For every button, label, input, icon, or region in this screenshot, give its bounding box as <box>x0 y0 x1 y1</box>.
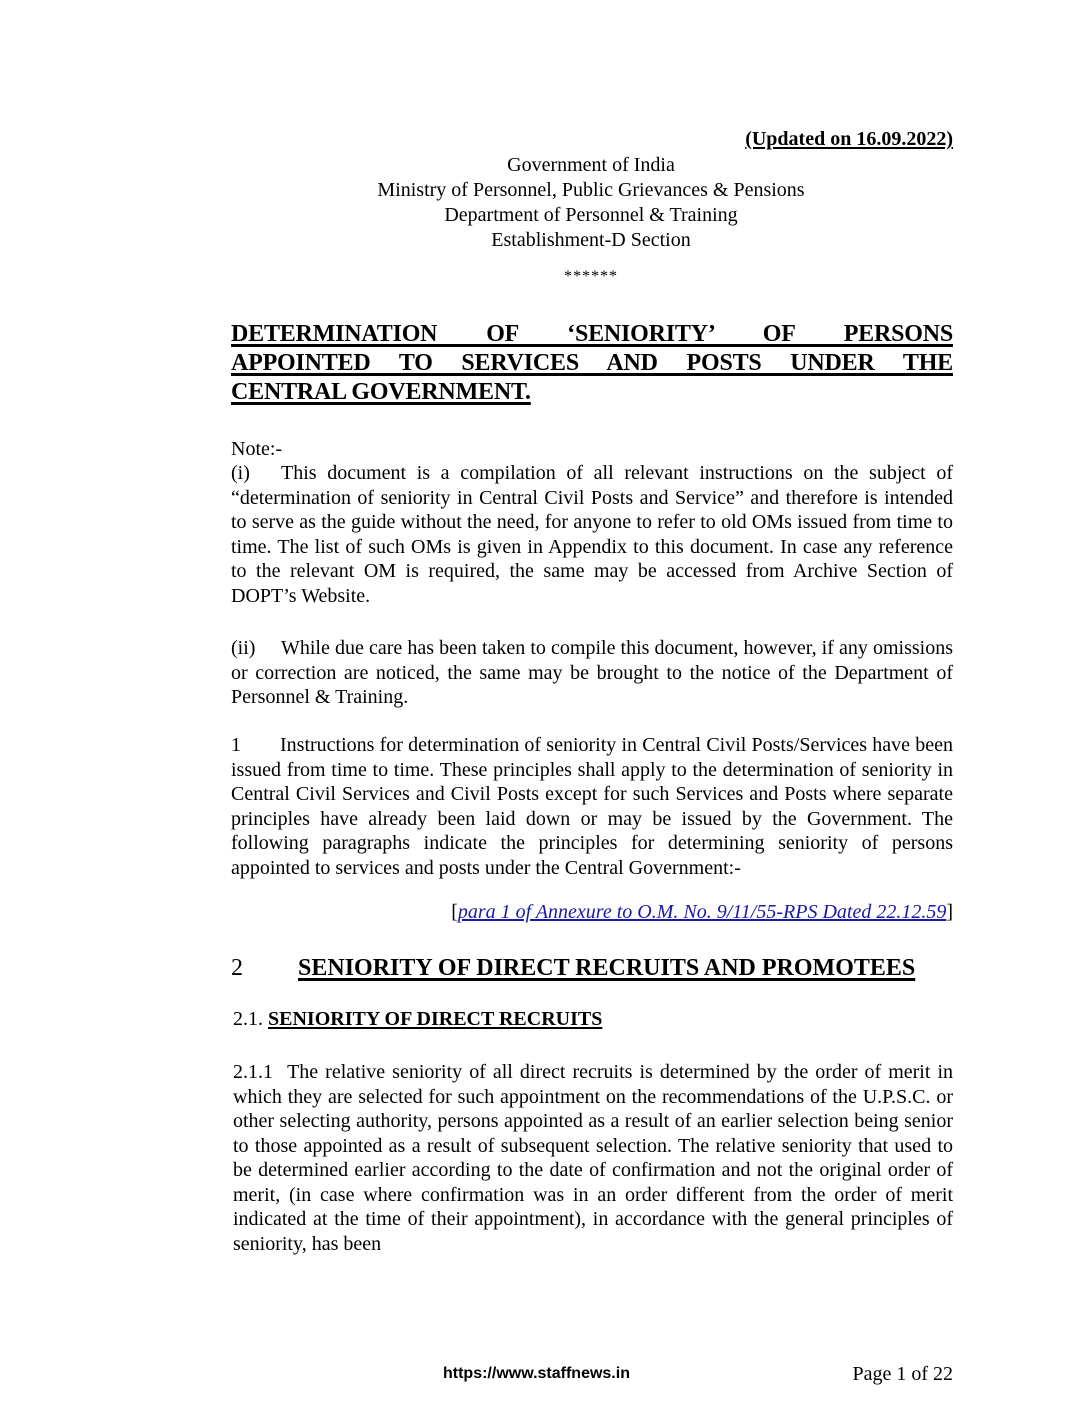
note-item-marker: (ii) <box>231 637 256 659</box>
subsection-number: 2.1. <box>233 1008 263 1030</box>
page-number: Page 1 of 22 <box>852 1363 953 1385</box>
note-item-marker: (i) <box>231 462 250 484</box>
reference-bracket-open: [ <box>451 901 458 923</box>
title-line-2: APPOINTED TO SERVICES AND POSTS UNDER THE <box>231 350 953 376</box>
updated-date-note: (Updated on 16.09.2022) <box>745 128 953 150</box>
footer-website-url: https://www.staffnews.in <box>443 1365 630 1382</box>
section-2-heading <box>231 955 953 982</box>
header-government: Government of India <box>507 154 675 176</box>
om-reference <box>451 901 953 924</box>
subsection-title: SENIORITY OF DIRECT RECRUITS <box>268 1008 603 1030</box>
paragraph-1 <box>231 733 953 880</box>
section-title: SENIORITY OF DIRECT RECRUITS AND PROMOTEES <box>298 955 916 981</box>
title-line-1: DETERMINATION OF ‘SENIORITY’ OF PERSONS <box>231 321 953 347</box>
note-item-text: While due care has been taken to compile this document, however, if any omissions or correction are noticed, the same may be brought to the notice of the Department of Personnel & Training. <box>231 637 953 708</box>
paragraph-text: Instructions for determination of seniority in Central Civil Posts/Services have been issued from time to time. These principles shall apply to the determination of seniority in Central Civil Services and Civil Posts except for such Services and Posts where separate principles have already been laid down or may be issued by the Government. The following paragraphs indicate the principles for determining seniority of persons appointed to services and posts under the Central Government:- <box>231 734 953 879</box>
header-ministry: Ministry of Personnel, Public Grievances & Pensions <box>377 179 805 201</box>
note-item-ii <box>231 636 953 710</box>
note-label: Note:- <box>231 438 283 460</box>
title-line-3: CENTRAL GOVERNMENT. <box>231 379 531 405</box>
header-section: Establishment-D Section <box>491 229 691 251</box>
paragraph-number: 2.1.1 <box>233 1061 273 1083</box>
reference-bracket-close: ] <box>946 901 953 923</box>
section-2-1-heading <box>233 1008 602 1031</box>
document-title <box>231 320 953 407</box>
separator-stars: ****** <box>564 268 618 285</box>
section-number: 2 <box>231 955 243 981</box>
om-reference-link[interactable]: para 1 of Annexure to O.M. No. 9/11/55-RPS Dated 22.12.59 <box>457 901 947 923</box>
paragraph-text: The relative seniority of all direct recruits is determined by the order of merit in which they are selected for such appointment on the recommendations of the U.P.S.C. or other selecting authority, persons appointed as a result of an earlier selection being senior to those appointed as a result of subsequent selection. The relative seniority that used to be determined earlier according to the date of confirmation and not the original order of merit, (in case where confirmation was in an order different from the order of merit indicated at the time of their appointment), in accordance with the general principles of seniority, has been <box>233 1061 953 1255</box>
paragraph-number: 1 <box>231 734 241 756</box>
note-item-i <box>231 461 953 608</box>
paragraph-2-1-1 <box>233 1060 953 1256</box>
note-item-text: This document is a compilation of all relevant instructions on the subject of “determination of seniority in Central Civil Posts and Service” and therefore is intended to serve as the guide without the need, for anyone to refer to old OMs issued from time to time. The list of such OMs is given in Appendix to this document. In case any reference to the relevant OM is required, the same may be accessed from Archive Section of DOPT’s Website. <box>231 462 953 607</box>
header-department: Department of Personnel & Training <box>444 204 738 226</box>
issuing-authority-header <box>0 153 1088 253</box>
